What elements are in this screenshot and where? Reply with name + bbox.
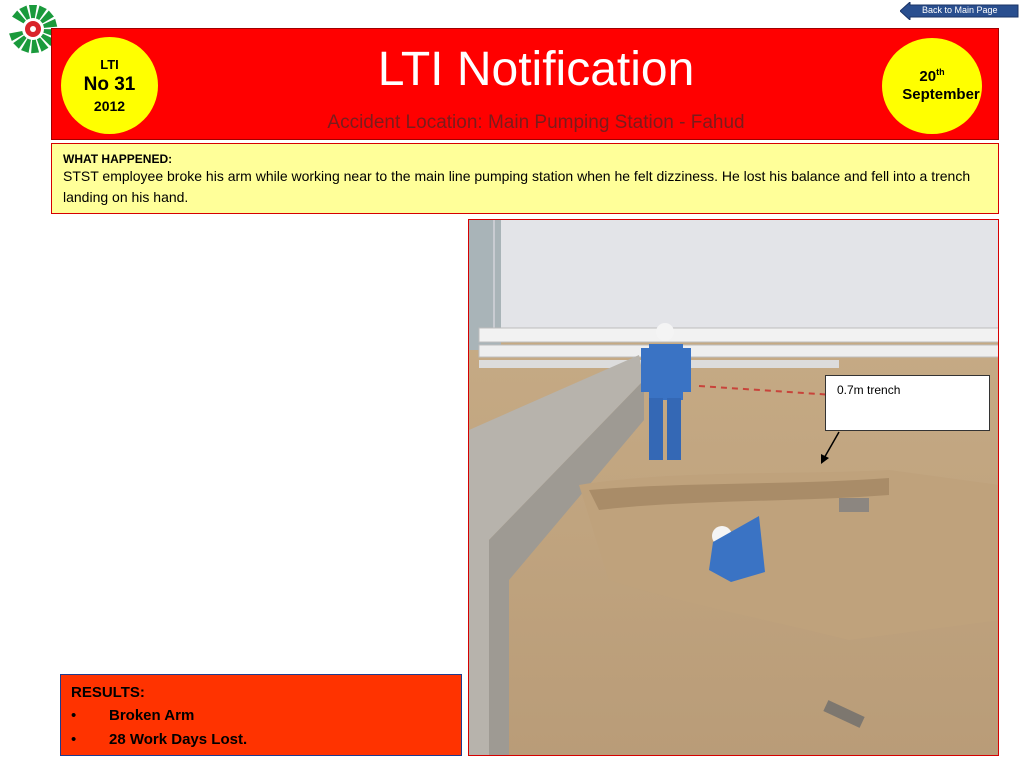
- date-badge: [882, 38, 982, 134]
- what-happened-heading: WHAT HAPPENED:: [63, 152, 173, 166]
- back-to-main-page-button[interactable]: [900, 2, 1020, 20]
- date-day: 20: [919, 68, 937, 85]
- date-day-suffix: th: [936, 67, 945, 77]
- lti-number-badge: [61, 37, 158, 134]
- lti-badge-label: LTI: [100, 56, 119, 72]
- what-happened-box: [51, 143, 999, 214]
- trench-depth-callout: [825, 375, 990, 431]
- page-title: LTI Notification: [377, 43, 695, 96]
- trench-depth-label: 0.7m trench: [837, 383, 901, 397]
- lti-badge-year: 2012: [93, 97, 126, 114]
- result-item-text: 28 Work Days Lost.: [109, 731, 248, 748]
- bullet: •: [71, 731, 77, 748]
- header-banner: [51, 28, 999, 140]
- results-box: [60, 674, 462, 756]
- result-item-broken-arm: [71, 704, 461, 728]
- result-item-days-lost: [71, 728, 461, 752]
- lti-badge-number: No 31: [83, 73, 136, 95]
- date-day-line: [919, 68, 944, 86]
- results-heading: RESULTS:: [71, 684, 145, 701]
- back-button-label: Back to Main Page: [922, 5, 998, 15]
- result-item-text: Broken Arm: [109, 707, 195, 724]
- what-happened-text: STST employee broke his arm while working near to the main line pumping station when he felt dizziness. He lost his balance and fell into a trench landing on his hand.: [63, 168, 971, 205]
- date-month: September: [902, 86, 980, 103]
- bullet: •: [71, 707, 77, 724]
- accident-location: Accident Location: Main Pumping Station - Fahud: [327, 112, 745, 133]
- accident-site-photo: [468, 219, 999, 756]
